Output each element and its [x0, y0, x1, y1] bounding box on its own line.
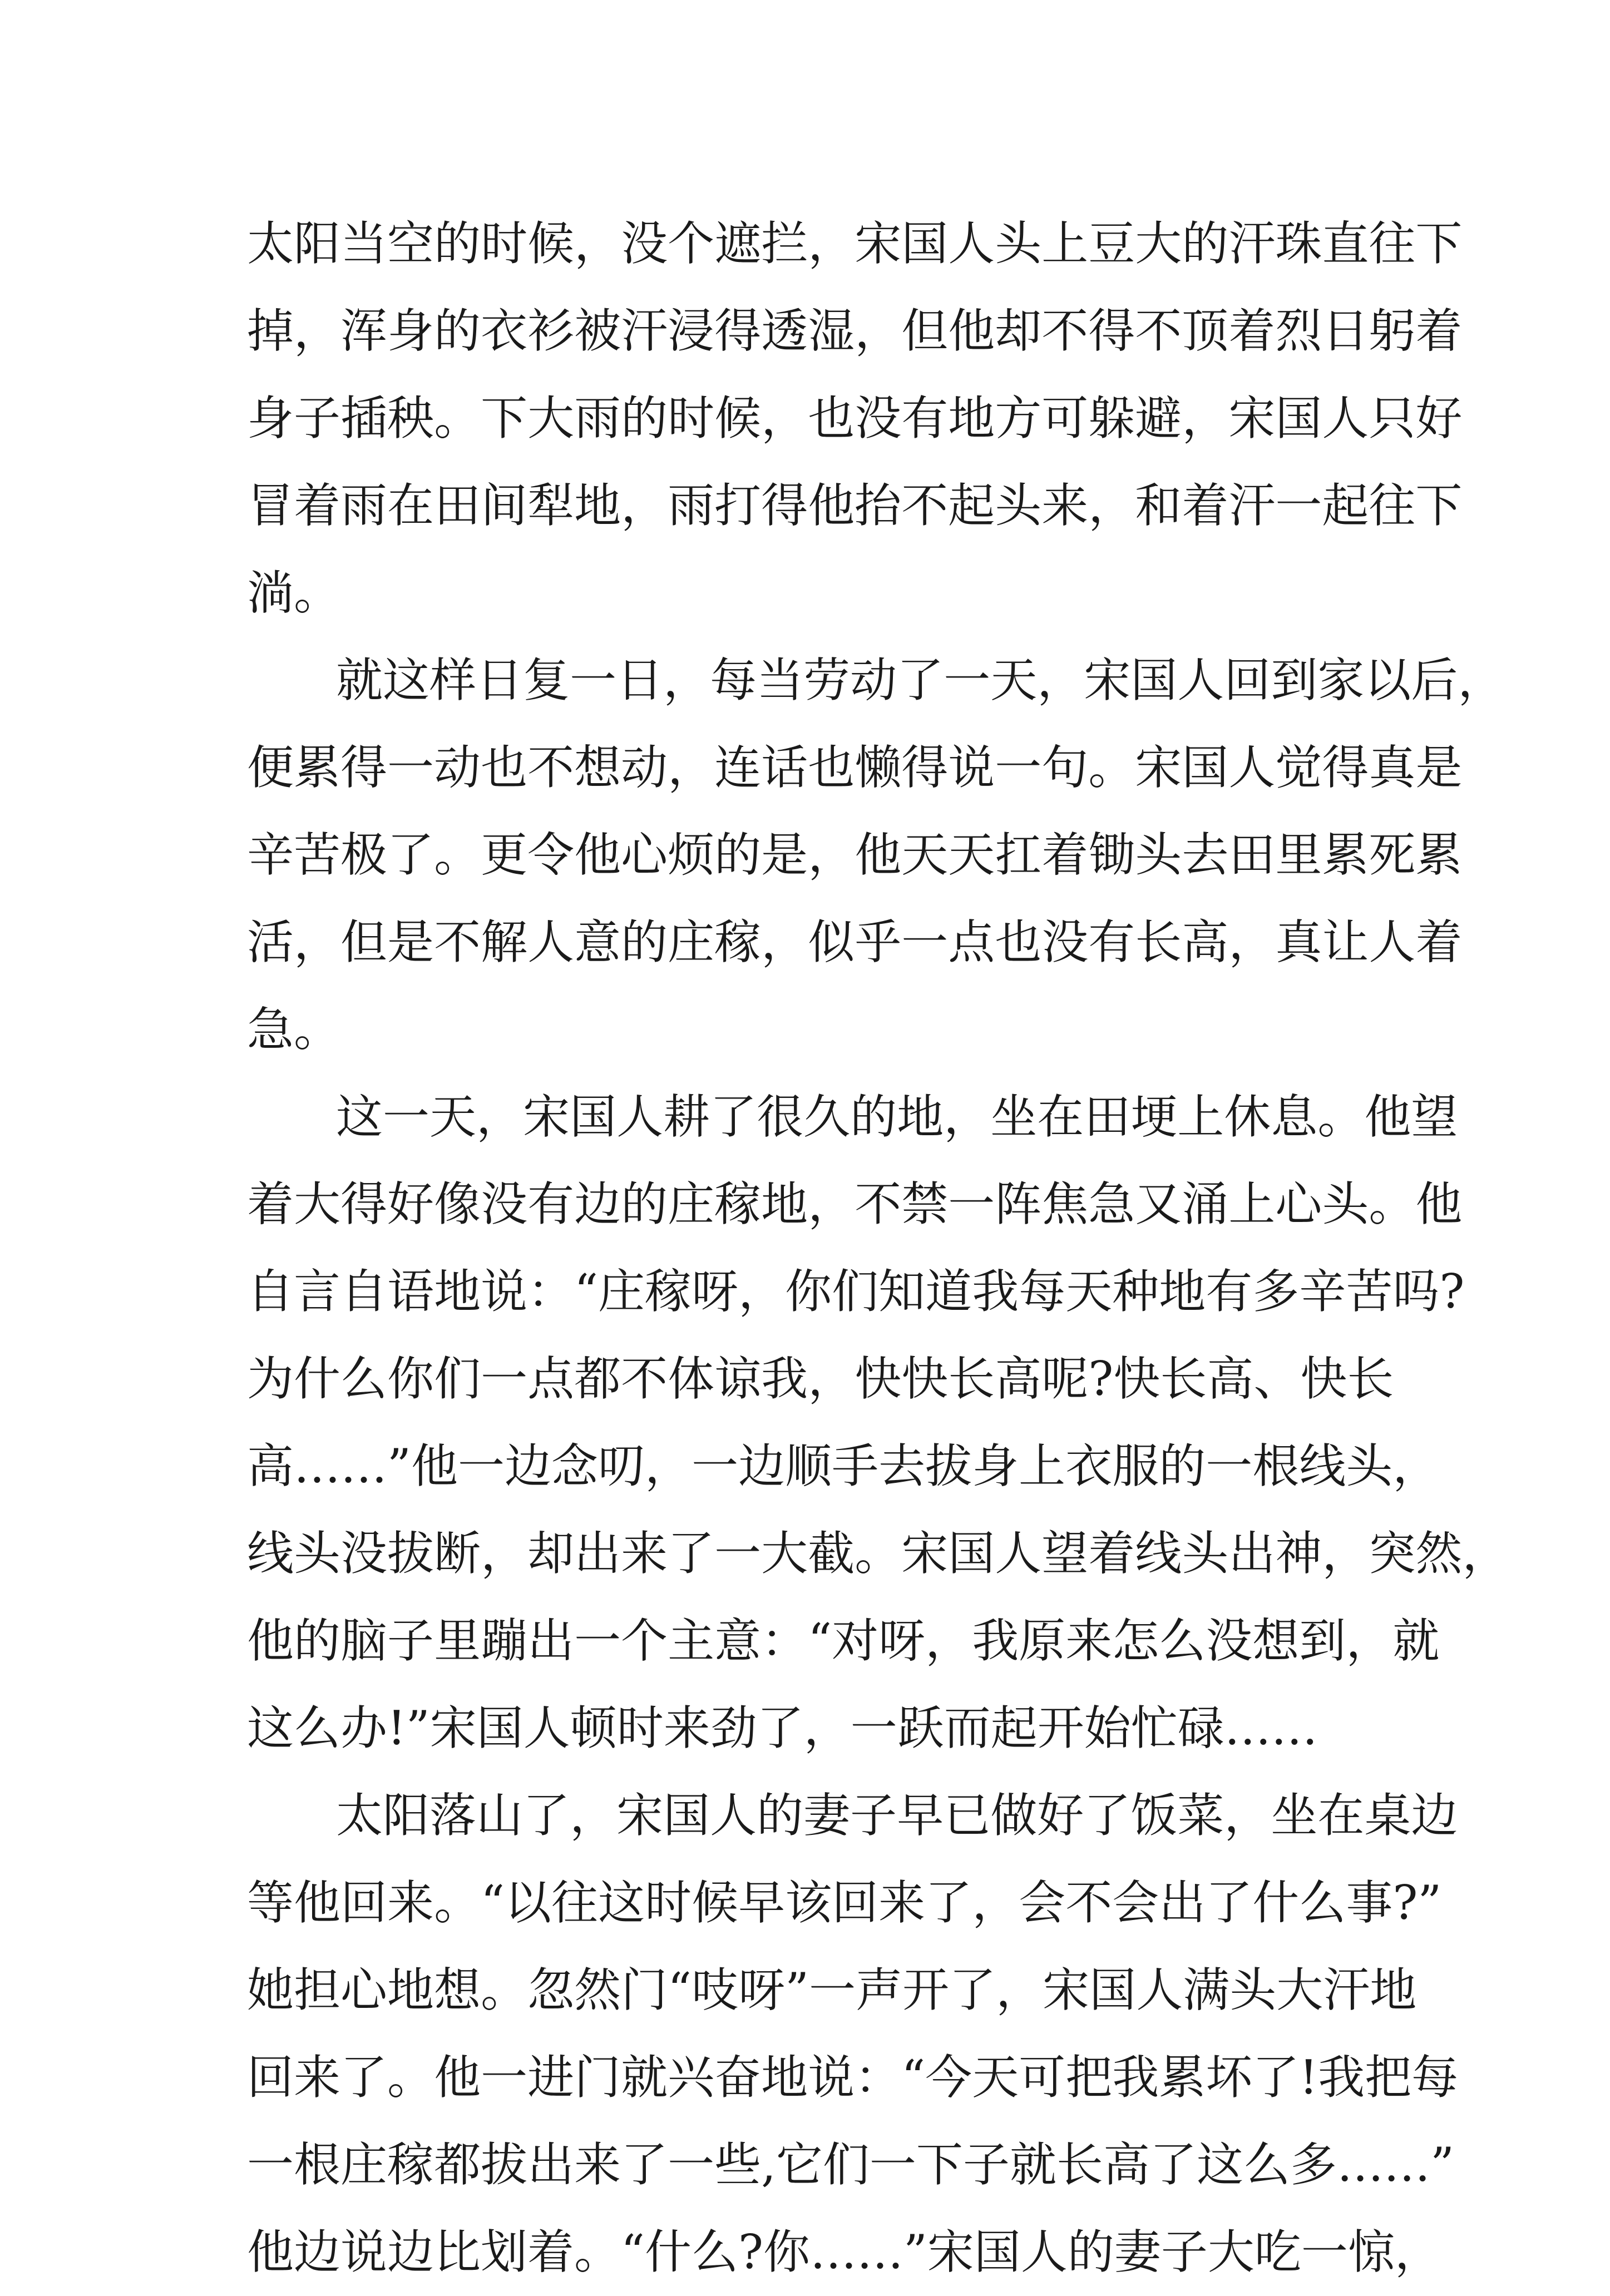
text-line: 便 累 得 一 动 也 不 想 动 ， 连 话 也 懒 得 说 一 句 。 宋 国 人 觉 得 真 是	[247, 740, 1463, 795]
text-line: 他边说边比划着。“什么?你……”宋国人的妻子大吃一惊，	[247, 2225, 1441, 2279]
story-text	[247, 200, 1509, 2296]
text-line: 线 头 没 拔 断 ， 却 出 来 了 一 大 截 。 宋 国 人 望 着 线 头 出 神 ， 突 然 ，	[247, 1526, 1509, 1581]
text-line: 太 阳 落 山 了 ， 宋 国 人 的 妻 子 早 已 做 好 了 饭 菜 ， 坐 在 桌 边	[336, 1788, 1458, 1843]
paragraph	[247, 637, 1505, 1073]
text-line: 一 根 庄 稼 都 拔 出 来 了 一 些 , 它 们 一 下 子 就 长 高 了 这 么 多 … … ”	[247, 2137, 1455, 2192]
text-line: 回 来 了 。 他 一 进 门 就 兴 奋 地 说 ： “ 今 天 可 把 我 累 坏 了 ! 我 把 每	[247, 2050, 1459, 2105]
text-line: 着 大 得 好 像 没 有 边 的 庄 稼 地 ， 不 禁 一 阵 焦 急 又 涌 上 心 头 。 他	[247, 1177, 1463, 1231]
text-line: 太 阳 当 空 的 时 候 ， 没 个 遮 拦 ， 宋 国 人 头 上 豆 大 的 汗 珠 直 往 下	[247, 216, 1463, 271]
paragraph	[247, 200, 1463, 637]
text-line: 辛 苦 极 了 。 更 令 他 心 烦 的 是 ， 他 天 天 扛 着 锄 头 去 田 里 累 死 累	[247, 828, 1463, 882]
text-line: 就 这 样 日 复 一 日 ， 每 当 劳 动 了 一 天 ， 宋 国 人 回 到 家 以 后 ，	[336, 653, 1505, 707]
text-line: 急。	[247, 1002, 341, 1057]
text-line: 这么办!”宋国人顿时来劲了，一跃而起开始忙碌……	[247, 1701, 1318, 1755]
text-line: 高 … … ” 他 一 边 念 叨 ， 一 边 顺 手 去 拔 身 上 衣 服 的 一 根 线 头 ，	[247, 1439, 1440, 1493]
paragraph	[247, 1073, 1509, 1772]
text-line: 淌。	[247, 566, 341, 620]
text-line: 活 ， 但 是 不 解 人 意 的 庄 稼 ， 似 乎 一 点 也 没 有 长 高 ， 真 让 人 着	[247, 915, 1463, 969]
text-line: 这 一 天 ， 宋 国 人 耕 了 很 久 的 地 ， 坐 在 田 埂 上 休 息 。 他 望	[336, 1090, 1458, 1144]
text-line: 冒 着 雨 在 田 间 犁 地 ， 雨 打 得 他 抬 不 起 头 来 ， 和 着 汗 一 起 往 下	[247, 478, 1463, 533]
paragraph	[247, 1772, 1459, 2296]
text-line: 掉 ， 浑 身 的 衣 衫 被 汗 浸 得 透 湿 ， 但 他 却 不 得 不 顶 着 烈 日 躬 着	[247, 304, 1463, 358]
text-line: 等 他 回 来 。 “ 以 往 这 时 候 早 该 回 来 了 ， 会 不 会 出 了 什 么 事 ? ”	[247, 1876, 1442, 1930]
text-line: 自 言 自 语 地 说 ： “ 庄 稼 呀 ， 你 们 知 道 我 每 天 种 地 有 多 辛 苦 吗 ?	[247, 1264, 1465, 1319]
text-line: 为 什 么 你 们 一 点 都 不 体 谅 我 ， 快 快 长 高 呢 ? 快 长 高 、 快 长	[247, 1352, 1394, 1406]
text-line: 她 担 心 地 想 。 忽 然 门 “ 吱 呀 ” 一 声 开 了 ， 宋 国 人 满 头 大 汗 地	[247, 1963, 1417, 2017]
text-line: 身 子 插 秧 。 下 大 雨 的 时 候 ， 也 没 有 地 方 可 躲 避 ， 宋 国 人 只 好	[247, 391, 1463, 446]
text-line: 他 的 脑 子 里 蹦 出 一 个 主 意 ： “ 对 呀 ， 我 原 来 怎 么 没 想 到 ， 就	[247, 1614, 1440, 1668]
